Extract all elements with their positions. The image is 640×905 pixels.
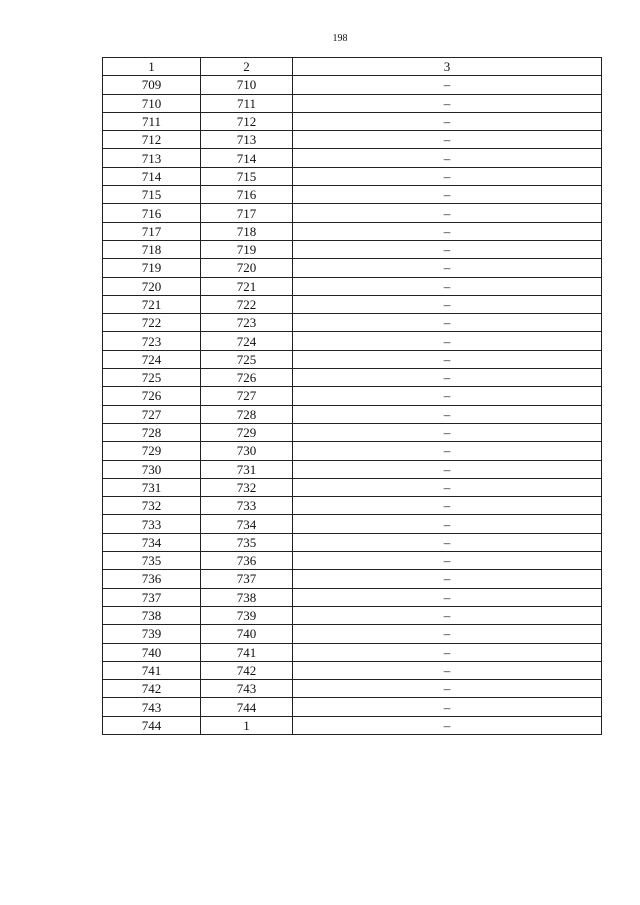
table-cell-col-1: 737	[103, 588, 201, 606]
table-cell-col-2: 739	[201, 606, 293, 624]
table-cell-col-1: 743	[103, 698, 201, 716]
table-row	[103, 131, 602, 149]
table-cell-col-1: 713	[103, 149, 201, 167]
table-cell-col-2: 717	[201, 204, 293, 222]
table-cell-col-2: 718	[201, 222, 293, 240]
table-cell-col-2: 742	[201, 661, 293, 679]
table-row	[103, 387, 602, 405]
table-cell-col-2: 713	[201, 131, 293, 149]
table-cell-col-3: –	[293, 131, 602, 149]
table-cell-col-1: 729	[103, 442, 201, 460]
table-cell-col-1: 739	[103, 625, 201, 643]
table-cell-col-2: 743	[201, 680, 293, 698]
table-cell-col-2: 734	[201, 515, 293, 533]
table-row	[103, 716, 602, 734]
table-row	[103, 442, 602, 460]
table-row	[103, 332, 602, 350]
table-row	[103, 186, 602, 204]
table-row	[103, 277, 602, 295]
table-cell-col-2: 732	[201, 478, 293, 496]
table-row	[103, 222, 602, 240]
table-cell-col-1: 734	[103, 533, 201, 551]
table-cell-col-1: 732	[103, 497, 201, 515]
table-cell-col-3: –	[293, 698, 602, 716]
header-row	[103, 58, 602, 76]
table-cell-col-3: –	[293, 643, 602, 661]
table-cell-col-1: 721	[103, 295, 201, 313]
table-row	[103, 625, 602, 643]
table-cell-col-2: 741	[201, 643, 293, 661]
table-cell-col-2: 733	[201, 497, 293, 515]
table-cell-col-3: –	[293, 94, 602, 112]
table-row	[103, 295, 602, 313]
table-row	[103, 570, 602, 588]
table-cell-col-2: 736	[201, 552, 293, 570]
table-row	[103, 661, 602, 679]
table-cell-col-1: 727	[103, 405, 201, 423]
page-number: 198	[332, 33, 348, 44]
table-cell-col-2: 714	[201, 149, 293, 167]
column-header-1: 1	[103, 58, 201, 76]
table-cell-col-1: 722	[103, 314, 201, 332]
table-cell-col-3: –	[293, 167, 602, 185]
table-row	[103, 204, 602, 222]
table-cell-col-2: 727	[201, 387, 293, 405]
table-row	[103, 240, 602, 258]
table-cell-col-1: 738	[103, 606, 201, 624]
column-header-3: 3	[293, 58, 602, 76]
table-cell-col-2: 740	[201, 625, 293, 643]
table-cell-col-3: –	[293, 680, 602, 698]
table-row	[103, 680, 602, 698]
table-cell-col-1: 719	[103, 259, 201, 277]
table-cell-col-3: –	[293, 314, 602, 332]
table-row	[103, 552, 602, 570]
table-cell-col-3: –	[293, 716, 602, 734]
table-cell-col-1: 744	[103, 716, 201, 734]
table-cell-col-1: 728	[103, 423, 201, 441]
table-cell-col-1: 726	[103, 387, 201, 405]
table-cell-col-2: 729	[201, 423, 293, 441]
table-cell-col-2: 724	[201, 332, 293, 350]
table-cell-col-1: 735	[103, 552, 201, 570]
table-row	[103, 405, 602, 423]
column-header-2: 2	[201, 58, 293, 76]
table-cell-col-3: –	[293, 240, 602, 258]
table-cell-col-2: 726	[201, 369, 293, 387]
table-row	[103, 478, 602, 496]
table-header	[103, 58, 602, 76]
table-cell-col-3: –	[293, 387, 602, 405]
table-cell-col-1: 710	[103, 94, 201, 112]
table-row	[103, 314, 602, 332]
table-cell-col-2: 716	[201, 186, 293, 204]
table-cell-col-3: –	[293, 149, 602, 167]
table-cell-col-2: 738	[201, 588, 293, 606]
table-cell-col-3: –	[293, 442, 602, 460]
table-cell-col-3: –	[293, 497, 602, 515]
table-cell-col-3: –	[293, 332, 602, 350]
table-row	[103, 515, 602, 533]
table-cell-col-2: 730	[201, 442, 293, 460]
table-row	[103, 259, 602, 277]
table-row	[103, 643, 602, 661]
table-cell-col-1: 709	[103, 76, 201, 94]
table-cell-col-3: –	[293, 661, 602, 679]
table-cell-col-1: 733	[103, 515, 201, 533]
table-row	[103, 76, 602, 94]
table-cell-col-1: 715	[103, 186, 201, 204]
table-cell-col-1: 718	[103, 240, 201, 258]
table-cell-col-1: 723	[103, 332, 201, 350]
table-cell-col-1: 725	[103, 369, 201, 387]
table-cell-col-2: 744	[201, 698, 293, 716]
table-cell-col-3: –	[293, 460, 602, 478]
table-row	[103, 460, 602, 478]
table-cell-col-2: 735	[201, 533, 293, 551]
table-cell-col-3: –	[293, 570, 602, 588]
table-row	[103, 698, 602, 716]
table-cell-col-3: –	[293, 588, 602, 606]
table-row	[103, 423, 602, 441]
table-row	[103, 588, 602, 606]
table-cell-col-1: 724	[103, 350, 201, 368]
table-cell-col-3: –	[293, 204, 602, 222]
table-cell-col-2: 722	[201, 295, 293, 313]
table-row	[103, 606, 602, 624]
table-cell-col-3: –	[293, 533, 602, 551]
table-cell-col-2: 725	[201, 350, 293, 368]
table-cell-col-1: 731	[103, 478, 201, 496]
table-cell-col-2: 737	[201, 570, 293, 588]
table-cell-col-2: 715	[201, 167, 293, 185]
table-cell-col-3: –	[293, 405, 602, 423]
table-cell-col-2: 1	[201, 716, 293, 734]
table-cell-col-1: 740	[103, 643, 201, 661]
table-cell-col-2: 710	[201, 76, 293, 94]
table-cell-col-1: 730	[103, 460, 201, 478]
table-cell-col-3: –	[293, 295, 602, 313]
table-cell-col-3: –	[293, 277, 602, 295]
table-cell-col-1: 714	[103, 167, 201, 185]
table-cell-col-2: 719	[201, 240, 293, 258]
table-row	[103, 497, 602, 515]
table-cell-col-2: 721	[201, 277, 293, 295]
table-row	[103, 167, 602, 185]
table-row	[103, 533, 602, 551]
table-cell-col-1: 711	[103, 112, 201, 130]
table-cell-col-1: 742	[103, 680, 201, 698]
table-cell-col-2: 711	[201, 94, 293, 112]
table-cell-col-3: –	[293, 259, 602, 277]
table-cell-col-2: 731	[201, 460, 293, 478]
data-table	[102, 57, 602, 735]
table-row	[103, 149, 602, 167]
table-cell-col-3: –	[293, 112, 602, 130]
table-cell-col-1: 712	[103, 131, 201, 149]
table-cell-col-2: 728	[201, 405, 293, 423]
table-cell-col-3: –	[293, 369, 602, 387]
table-cell-col-3: –	[293, 478, 602, 496]
table-cell-col-3: –	[293, 552, 602, 570]
table-cell-col-1: 716	[103, 204, 201, 222]
table-cell-col-3: –	[293, 606, 602, 624]
table-row	[103, 369, 602, 387]
table-cell-col-3: –	[293, 423, 602, 441]
table-row	[103, 94, 602, 112]
table-row	[103, 112, 602, 130]
table-cell-col-3: –	[293, 625, 602, 643]
table-body	[103, 76, 602, 735]
table-cell-col-3: –	[293, 222, 602, 240]
table-cell-col-3: –	[293, 186, 602, 204]
table-cell-col-2: 720	[201, 259, 293, 277]
table-cell-col-2: 712	[201, 112, 293, 130]
table-cell-col-3: –	[293, 76, 602, 94]
table-cell-col-1: 741	[103, 661, 201, 679]
table-cell-col-1: 736	[103, 570, 201, 588]
table-cell-col-2: 723	[201, 314, 293, 332]
table-cell-col-3: –	[293, 515, 602, 533]
table-row	[103, 350, 602, 368]
table-cell-col-1: 717	[103, 222, 201, 240]
table-cell-col-1: 720	[103, 277, 201, 295]
table-cell-col-3: –	[293, 350, 602, 368]
